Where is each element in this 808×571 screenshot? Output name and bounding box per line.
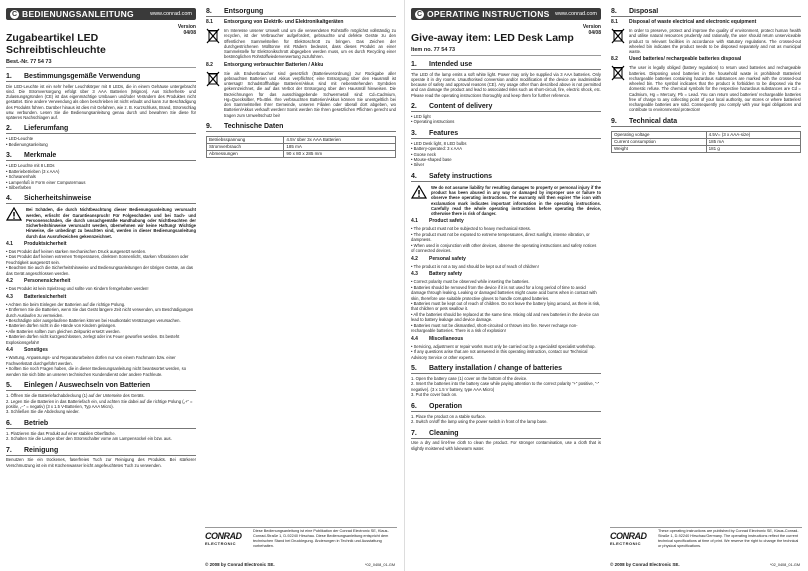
crossed-bin-icon (206, 28, 220, 44)
bullet-list: • LED-Leuchte • Bedienungsanleitung (6, 136, 196, 147)
bullet-list: • LED Desk light, 8 LED bulbs • Battery-operated: 3 x AAA • Goose neck • Mouse-shaped base • Silver (411, 141, 601, 168)
section-heading: 9. Technische Daten (206, 123, 396, 132)
subsection-heading: 8.2 Used batteries/ rechargeable batteries disposal (611, 56, 742, 63)
warning-icon (6, 207, 22, 221)
bullet-list: • The product is not a toy and should be kept out of reach of children! (411, 264, 601, 269)
paragraph: The user is legally obliged (battery regulation) to return used batteries and rechargeable batteries. Disposing used batteries in the household waste is prohibited! Batteries/ rechargeable batteries containing hazardous substances are marked with the crossed-out wheeled bin. The symbol indicates that the product is forbidden to be disposed via the domestic refuse. The chemical symbols for the respective hazardous substances are Cd = Cadmium, Hg = Mercury, Pb = Lead. You can return used batteries/ rechargeable batteries free of charge to any collecting point of your local authority, our stores or where batteries/ rechargeable batteries are sold. Consequently you comply with your legal obligations and contribute to environmental protection! (629, 65, 801, 113)
subsection-heading: 4.3 Batteriesicherheit (6, 293, 67, 300)
page-title: Give-away item: LED Desk Lamp (411, 32, 574, 44)
bullet-list: • Das Produkt ist kein Spielzeug und sollte von Kindern ferngehalten werden! (6, 286, 196, 291)
section-heading: 9. Technical data (611, 118, 801, 127)
section-heading: 8. Entsorgung (206, 8, 396, 17)
numbered-list: 1. Öffnen Sie die Batteriefachabdeckung (1) auf der Unterseite des Geräts. 2. Legen Sie die Batterien in das Batteriefach ein, und achten Sie dabei auf die richtige Polung („+“ = positiv, „−“ = negativ) (3 x 1.5 V-Batterien, Typ AAA Micro). 3. Schließen Sie die Abdeckung wieder. (6, 393, 193, 415)
section-heading: 1. Intended use (411, 61, 601, 70)
footer (205, 527, 397, 567)
subsection-heading: 8.1 Entsorgung von Elektrik- und Elektronikaltgeräten (206, 19, 344, 25)
warning-text: Bei Schäden, die durch Nichtbeachtung dieser Bedienungsanleitung verursacht werden, erlischt der Garantieanspruch! Für Folgeschäden und bei Sach- und Personenschäden, die durch unsachgemäße Handhabung oder Nichtbeachten der Sicherheitshinweise verursacht werden, übernehmen wir keine Haftung! Wichtige Hinweise, die unbedingt zu beachten sind, werden in dieser Bedienungsanleitung durch das Ausrufezeichen gekennzeichnet. (26, 207, 196, 239)
conrad-c-icon: C (416, 10, 423, 18)
paragraph: Sie als Endverbraucher sind gesetzlich (Batterieverordnung) zur Rückgabe aller gebrauchten Batterien und Akkus verpflichtet; eine Entsorgung über den Hausmüll ist untersagt! Schadstoffhaltige Batterien/Akkus sind mit nebenstehenden Symbolen gekennzeichnet, die auf das Verbot der Entsorgung über den Hausmüll hinweisen. Die Bezeichnungen für das ausschlaggebende Schwermetall sind: Cd=Cadmium, Hg=Quecksilber, Pb=Blei. Ihre verbrauchten Batterien/Akkus können Sie unentgeltlich bei den Sammelstellen Ihrer Gemeinde, unseren Filialen oder überall dort abgeben, wo Batterien/Akkus verkauft werden! Somit werden Sie Ihren gesetzlichen Pflichten gerecht und tragen zum Umweltschutz bei! (224, 70, 396, 118)
section-heading: 5. Battery installation / change of batteries (411, 365, 601, 374)
bullet-list: • Correct polarity must be observed while inserting the batteries. • Batteries should be removed from the device if it is not used for a long period of time to avoid damage through leaking. Leaking or damaged batteries might cause acid burns when in contact with skin, therefore use suitable protective gloves to handle corrupted batteries. • Batteries must be kept out of reach of children. Do not leave the battery lying around, as there is risk, that children or pets swallow it. • All the batteries should be replaced at the same time. Mixing old and new batteries in the device can lead to battery leakage and device damage. • Batteries must not be dismantled, short-circuited or thrown into fire. Never recharge non-rechargeable batteries. There is a risk of explosion! (411, 279, 601, 334)
conrad-logo: CONRAD ELECTRONIC (610, 531, 647, 546)
conrad-logo: CONRAD ELECTRONIC (205, 531, 242, 546)
footer-text: Diese Bedienungsanleitung ist eine Publikation der Conrad Electronic SE, Klaus-Conrad-Straße 1, D-92240 Hirschau. Diese Bedienungsanleitung entspricht dem technischen Stand bei Drucklegung. Änderungen in Technik und Ausstattung vorbehalten. (253, 529, 389, 548)
warning-box (6, 207, 196, 239)
banner (6, 8, 196, 20)
section-heading: 3. Features (411, 130, 601, 139)
subsection-heading: 8.2 Entsorgung verbrauchter Batterien / Akku (206, 61, 324, 68)
section-heading: 7. Reinigung (6, 447, 196, 456)
german-column-right (206, 8, 396, 568)
item-number: Item no. 77 54 73 (411, 47, 601, 56)
bullet-list: • LED light • Operating instructions (411, 114, 601, 125)
numbered-list: 1. Platzieren Sie das Produkt auf einer stabilen Oberfläche. 2. Schalten Sie die Lampe über den Stromschalter vorne am Lampensockel ein bzw. aus. (6, 430, 172, 442)
footer-text: These operating instructions are published by Conrad Electronic SE, Klaus-Conrad-Straße 1, D-92240 Hirschau/Germany. The operating instructions reflect the current technical specifications at time of print. We reserve the right to change the technical or physical specifications. (658, 529, 799, 548)
section-heading: 6. Betrieb (6, 420, 196, 429)
table-row: Weight 181 g (612, 145, 801, 152)
section-heading: 4. Sicherheitshinweise (6, 195, 196, 204)
table-row: Abmessungen 90 x 80 x 285 mm (207, 150, 396, 157)
paragraph: Benutzen Sie ein trockenes, faserfreies Tuch zur Reinigung des Produkts. Bei stärkerer Verschmutzung ist ein mit Küchenwasser leicht angefeuchtetes Tuch zu verwenden. (6, 457, 196, 468)
bullet-list: • The product must not be subjected to heavy mechanical stress. • The product must not be exposed to extreme temperatures, direct sunlight, intense vibration, or dampness. • When used in conjunction with other devices, observe the operating instructions and safety notices of connected devices. (411, 226, 601, 253)
doc-code: *02_0408_01-GM (770, 563, 800, 567)
numbered-list: 1. Open the battery case (1) cover on the bottom of the device. 2. Insert the batteries into the battery case while paying attention to the correct polarity “+” positive, “-” negative). (3 x 1.5 V battery, type AAA Micro) 3. Put the cover back on. (411, 376, 600, 398)
english-column-right (611, 8, 801, 568)
banner-title: OPERATING INSTRUCTIONS (427, 9, 550, 19)
warning-icon (411, 185, 427, 199)
paragraph: Im Interesse unserer Umwelt und um die verwendeten Rohstoffe möglichst vollständig zu recyclen, ist der Verbraucher aufgefordert, gebrauchte und defekte Geräte zu den öffentlichen Sammelstellen für Elektroschrott zu bringen. Das Zeichen der durchgestrichenen Mülltonne mit Rädern bedeutet, dass dieses Produkt an einer Sammelstelle für Elektronikschrott abgegeben werden muss, um es durch Recycling einer bestmöglichen Rohstoffwiederverwertung zuzuführen. (224, 28, 396, 60)
warning-text: We do not assume liability for resulting damages to property or personal injury if the product has been abused in any way or damaged by improper use or failure to observe these operating instructions. The warranty will then expire! The icon with exclamation mark indicates important information in the operating instructions. Carefully read the whole operating instructions before operating the device, otherwise there is risk of danger. (431, 184, 601, 217)
table-row: Betriebsspannung 4.5V über 3x AAA Batterien (207, 136, 396, 143)
crossed-bin-icon (206, 71, 220, 87)
page-title: Zugabeartikel LED Schreibtischleuchte (6, 32, 106, 56)
subsection-heading: 4.1 Produktsicherheit (6, 240, 67, 247)
table-row: Operating voltage 4.5V= (3 x AAA-size) (612, 131, 801, 138)
item-number: Best.-Nr. 77 54 73 (6, 59, 196, 68)
section-heading: 8. Disposal (611, 8, 801, 17)
paragraph: In order to preserve, protect and improve the quality of environment, protect human health and utilise natural resources prudently and rationally, the user should return unserviceable product to relevant facilities in accordance with statutory regulations. The crossed-out wheeled bin indicates the product needs to be disposed separately and not as municipal waste. (629, 28, 801, 54)
bullet-list: • Achten Sie beim Einlegen der Batterien auf die richtige Polung. • Entfernen Sie die Batterien, wenn Sie das Gerät längere Zeit nicht verwenden, um Beschädigungen durch Auslaufen zu vermeiden. • Beschädigte oder ausgelaufene Batterien können bei Hautkontakt Verätzungen verursachen. • Batterien dürfen nicht in die Hände von Kindern gelangen. • Alle Batterien sollten zum gleichen Zeitpunkt ersetzt werden. • Batterien dürfen nicht kurzgeschlossen, zerlegt oder ins Feuer geworfen werden. Es besteht Explosionsgefahr! (6, 302, 196, 346)
subsection-heading: 8.1 Disposal of waste electrical and electronic equipment (611, 19, 757, 25)
subsection-heading: 4.1 Product safety (411, 218, 464, 225)
bullet-list: • Wartung, Anpassungs- und Reparaturarbeiten dürfen nur von einem Fachmann bzw. einer Fachwerkstatt durchgeführt werden. • Sollten Sie noch Fragen haben, die in dieser Bedienungsanleitung nicht beantwortet werden, so wenden Sie sich bitte an unseren technischen Kundendienst oder andere Fachleute. (6, 355, 196, 377)
banner-title: BEDIENUNGSANLEITUNG (22, 9, 134, 19)
bullet-list: • Servicing, adjustment or repair works must only be carried out by a specialist/ specialist workshop. • If any questions arise that are not answered in this operating instruction, contact our Technical Advisory Service or other experts. (411, 344, 601, 360)
bullet-list: • Das Produkt darf keinen starken mechanischen Druck ausgesetzt werden. • Das Produkt darf keinen extremen Temperaturen, direktem Sonnenlicht, starken Vibrationen oder Feuchtigkeit ausgesetzt sein. • Beachten Sie auch die Sicherheitshinweise und Bedienungsanleitungen der übrigen Geräte, an das das Gerät angeschlossen werden. (6, 249, 196, 276)
banner-url: www.conrad.com (150, 11, 192, 17)
page-english (404, 0, 808, 571)
warning-box (411, 185, 601, 217)
table-row: Stromverbrauch 185 mA (207, 143, 396, 150)
bullet-list: • LED Leuchte mit 8 LEDs • Batteriebetrieben (3 x AAA) • Schwanenhals • Lampenfuß in Form einer Computermaus • Silberfarben (6, 163, 196, 190)
copyright: © 2008 by Conrad Electronic SE. (205, 562, 275, 567)
conrad-c-icon: C (11, 10, 18, 18)
numbered-list: 1. Place the product on a stable surface. 2. Switch on/off the lamp using the power switch in front of the lamp base. (411, 413, 548, 425)
version: Version 04/08 (177, 24, 196, 36)
doc-code: *02_0408_01-GM (365, 563, 395, 567)
paragraph: The LED of the lamp emits a soft white light. Power may only be supplied via 3 AAA batteries. Only operate it in dry rooms. Unauthorised conversion and/or modification of the device are inadmissible because of safety and approval reasons (CE). Any usage other than described above is not permitted and can damage the product and lead to associated risks such as short-circuit, fire, electric shock, etc. Please read the operating instructions thoroughly and keep them for further reference. (411, 71, 601, 98)
section-heading: 2. Content of delivery (411, 103, 601, 112)
english-column-left (411, 8, 601, 568)
subsection-heading: 4.2 Personal safety (411, 255, 466, 262)
tech-data-table (206, 136, 396, 158)
section-heading: 1. Bestimmungsgemäße Verwendung (6, 73, 196, 82)
section-heading: 2. Lieferumfang (6, 125, 196, 134)
crossed-bin-icon (611, 65, 625, 81)
subsection-heading: 4.3 Battery safety (411, 271, 463, 278)
banner-url: www.conrad.com (555, 11, 597, 17)
paragraph: Use a dry and lint-free cloth to clean the product. For stronger contamination, use a cloth that is slightly moistened with lukewarm water. (411, 440, 601, 451)
subsection-heading: 4.2 Personensicherheit (6, 278, 71, 285)
version: Version 04/08 (582, 24, 601, 36)
section-heading: 4. Safety instructions (411, 173, 601, 182)
section-heading: 6. Operation (411, 403, 601, 412)
subsection-heading: 4.4 Sonstiges (6, 347, 48, 354)
tech-data-table (611, 131, 801, 153)
subsection-heading: 4.4 Miscellaneous (411, 335, 464, 342)
table-row: Current consumption 185 mA (612, 138, 801, 145)
paragraph: Die LED-Leuchte ist ein sehr heller Leuchtkörper mit 8 LEDs, die in einem Gehäuse untergebracht sind. Die Stromversorgung erfolgt über 3 AAA Batterien (Mignon). Aus Sicherheits- und Zulassungsgründen (CE) ist das eigenmächtige Umbauen und/oder Verändern des Produktes nicht gestattet. Eine andere Verwendung als oben beschrieben ist nicht erlaubt und kann zur Beschädigung des Produkts führen. Darüber hinaus ist dies mit Gefahren, wie z. B. Kurzschluss, Brand, Stromschlag usw. verbunden. Lesen Sie die Bedienungsanleitung genau durch und bewahren Sie diese für späteres Nachschlagen auf. (6, 83, 196, 120)
german-column-left (6, 8, 196, 568)
section-heading: 7. Cleaning (411, 430, 601, 439)
copyright: © 2008 by Conrad Electronic SE. (610, 562, 680, 567)
footer (610, 527, 802, 567)
banner (411, 8, 601, 20)
crossed-bin-icon (611, 28, 625, 44)
section-heading: 3. Merkmale (6, 152, 196, 161)
section-heading: 5. Einlegen / Auswechseln von Batterien (6, 382, 196, 391)
